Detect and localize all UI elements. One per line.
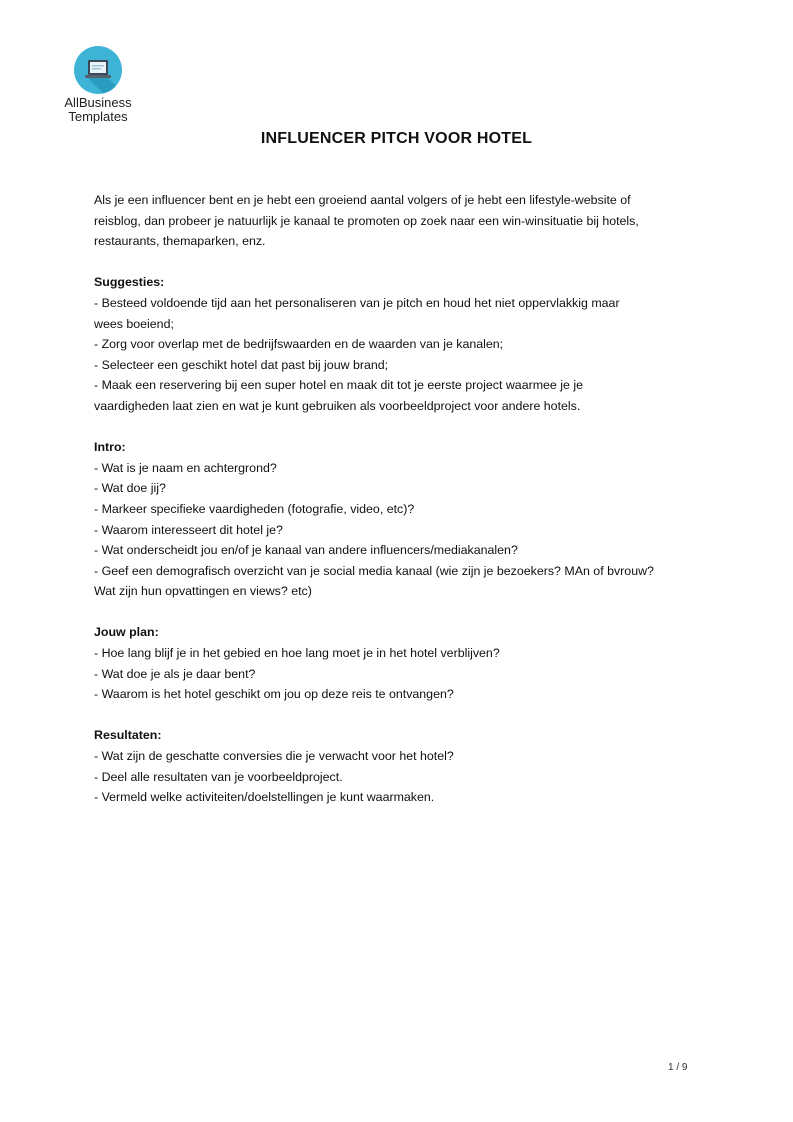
section-line: - Hoe lang blijf je in het gebied en hoe lang moet je in het hotel verblijven? (94, 646, 500, 661)
document-title: INFLUENCER PITCH VOOR HOTEL (260, 130, 533, 147)
section-suggesties (94, 272, 704, 416)
intro-paragraph (94, 190, 704, 252)
section-line: - Selecteer een geschikt hotel dat past bij jouw brand; (94, 357, 389, 372)
section-line: - Waarom interesseert dit hotel je? (94, 522, 283, 537)
allbusiness-logo (60, 46, 136, 124)
section-line: - Zorg voor overlap met de bedrijfswaarden en de waarden van je kanalen; (94, 337, 504, 352)
laptop-icon (74, 46, 122, 94)
section-heading: Jouw plan: (94, 625, 159, 640)
intro-line: reisblog, dan probeer je natuurlijk je kanaal te promoten op zoek naar een win-winsituatie bij hotels, (94, 213, 639, 228)
section-line: - Besteed voldoende tijd aan het personaliseren van je pitch en houd het niet oppervlakkig maar (94, 295, 620, 310)
intro-line: restaurants, themaparken, enz. (94, 234, 266, 249)
section-line: wees boeiend; (94, 316, 174, 331)
section-line: Wat zijn hun opvattingen en views? etc) (94, 584, 312, 599)
intro-line: Als je een influencer bent en je hebt een groeiend aantal volgers of je hebt een lifestyle-website of (94, 193, 631, 207)
section-resultaten (94, 725, 704, 807)
section-line: vaardigheden laat zien en wat je kunt gebruiken als voorbeeldproject voor andere hotels. (94, 398, 581, 413)
section-line: - Geef een demografisch overzicht van je social media kanaal (wie zijn je bezoekers? MAn of bvrouw? (94, 563, 654, 578)
section-line: - Wat onderscheidt jou en/of je kanaal van andere influencers/mediakanalen? (94, 543, 518, 558)
document-body (94, 190, 704, 808)
section-jouw-plan (94, 622, 704, 704)
section-line: - Deel alle resultaten van je voorbeeldproject. (94, 769, 343, 784)
page-number: 1 / 9 (668, 1062, 688, 1073)
logo-text-line-1: AllBusiness (64, 95, 132, 110)
logo-text-line-2: Templates (68, 109, 128, 124)
section-line: - Wat doe je als je daar bent? (94, 666, 256, 681)
section-intro (94, 437, 704, 602)
section-line: - Wat is je naam en achtergrond? (94, 460, 277, 475)
section-heading: Resultaten: (94, 728, 162, 743)
section-line: - Maak een reservering bij een super hotel en maak dit tot je eerste project waarmee je je (94, 378, 583, 393)
section-line: - Vermeld welke activiteiten/doelstellingen je kunt waarmaken. (94, 790, 435, 805)
section-heading: Intro: (94, 440, 126, 455)
section-line: - Markeer specifieke vaardigheden (fotografie, video, etc)? (94, 501, 415, 516)
section-line: - Waarom is het hotel geschikt om jou op deze reis te ontvangen? (94, 687, 454, 702)
section-line: - Wat doe jij? (94, 481, 166, 496)
section-line: - Wat zijn de geschatte conversies die je verwacht voor het hotel? (94, 749, 454, 764)
section-heading: Suggesties: (94, 275, 165, 290)
